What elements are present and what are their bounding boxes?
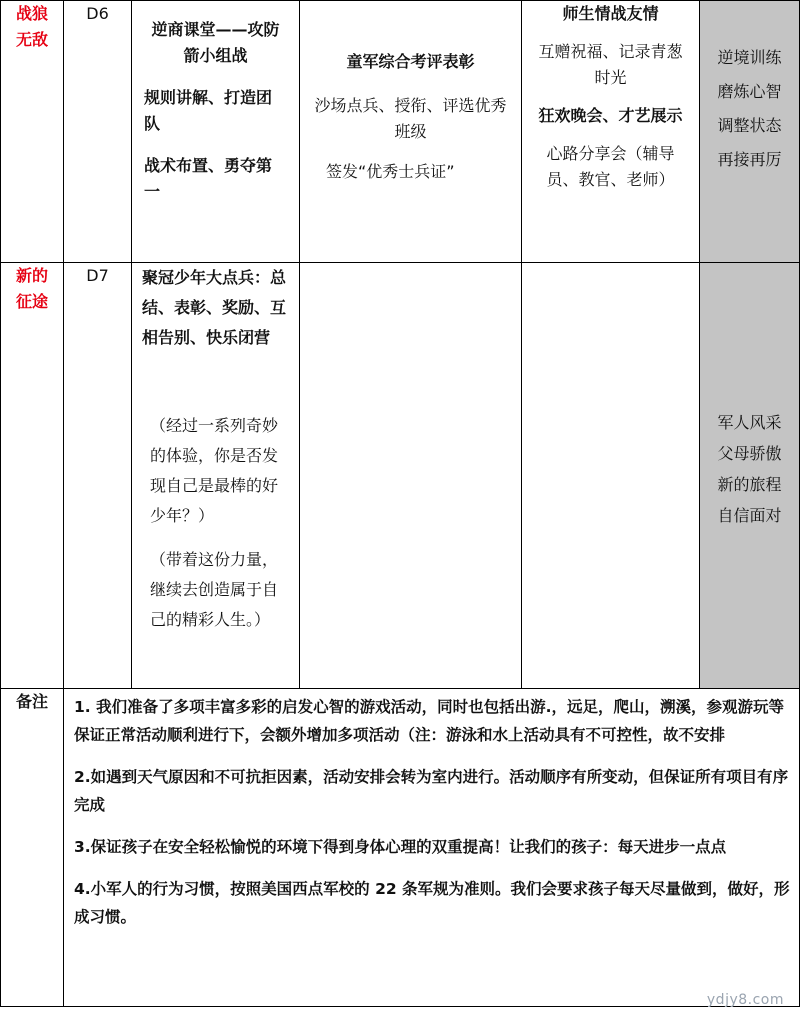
activity-line: 狂欢晚会、才艺展示: [538, 106, 683, 125]
activity-line: 逆商课堂——攻防箭小组战: [151, 20, 280, 65]
table-row-d7: [1, 263, 800, 689]
activity-title: 童军综合考评表彰: [346, 52, 475, 71]
goal-line: 调整状态: [717, 116, 782, 135]
notes-label: 备注: [1, 689, 64, 1007]
goal-line: 父母骄傲: [717, 444, 782, 463]
evening-cell: [522, 263, 700, 689]
note-item: 4.小军人的行为习惯，按照美国西点军校的 22 条军规为准则。我们会要求孩子每天尽量做到，做好，形成习惯。: [74, 880, 790, 926]
notes-cell: [64, 689, 800, 1007]
phase-cell: 新的征途: [1, 263, 64, 689]
activity-line: 战术布置、勇夺第一: [144, 156, 273, 201]
goal-line: 逆境训练: [717, 48, 782, 67]
activity-line: 签发“优秀士兵证”: [326, 162, 455, 181]
goal-line: 自信面对: [717, 506, 782, 525]
afternoon-cell: [300, 1, 522, 263]
goal-cell: [700, 1, 800, 263]
table-row-d6: [1, 1, 800, 263]
activity-title: 师生情战友情: [562, 4, 659, 23]
goal-line: 军人风采: [717, 413, 782, 432]
phase-cell: 战狼无敌: [1, 1, 64, 263]
morning-cell: [132, 263, 300, 689]
evening-cell: [522, 1, 700, 263]
activity-line: （带着这份力量，继续去创造属于自己的精彩人生。）: [150, 550, 279, 629]
watermark: ydjy8.com: [706, 992, 784, 1008]
afternoon-cell: [300, 263, 522, 689]
goal-cell: [700, 263, 800, 689]
day-cell: D6: [64, 1, 132, 263]
activity-line: 互赠祝福、记录青葱时光: [538, 42, 683, 87]
note-item: 3.保证孩子在安全轻松愉悦的环境下得到身体心理的双重提高！让我们的孩子：每天进步一点点: [74, 838, 727, 856]
day-cell: D7: [64, 263, 132, 689]
morning-cell: [132, 1, 300, 263]
activity-title: 聚冠少年大点兵：总结、表彰、奖励、互相告别、快乐闭营: [142, 268, 287, 347]
activity-line: 心路分享会（辅导员、教官、老师）: [546, 144, 675, 189]
note-item: 2.如遇到天气原因和不可抗拒因素，活动安排会转为室内进行。活动顺序有所变动，但保证所有项目有序完成: [74, 768, 789, 814]
activity-line: （经过一系列奇妙的体验，你是否发现自己是最棒的好少年？）: [150, 416, 279, 525]
goal-line: 新的旅程: [717, 475, 782, 494]
goal-line: 再接再厉: [717, 150, 782, 169]
activity-line: 规则讲解、打造团队: [144, 88, 273, 133]
table-row-notes: [1, 689, 800, 1007]
activity-line: 沙场点兵、授衔、评选优秀班级: [314, 96, 507, 141]
note-item: 1. 我们准备了多项丰富多彩的启发心智的游戏活动，同时也包括出游.，远足，爬山，溯溪，参观游玩等保证正常活动顺利进行下，会额外增加多项活动（注：游泳和水上活动具有不可控性，故不安排: [74, 698, 784, 744]
goal-line: 磨炼心智: [717, 82, 782, 101]
